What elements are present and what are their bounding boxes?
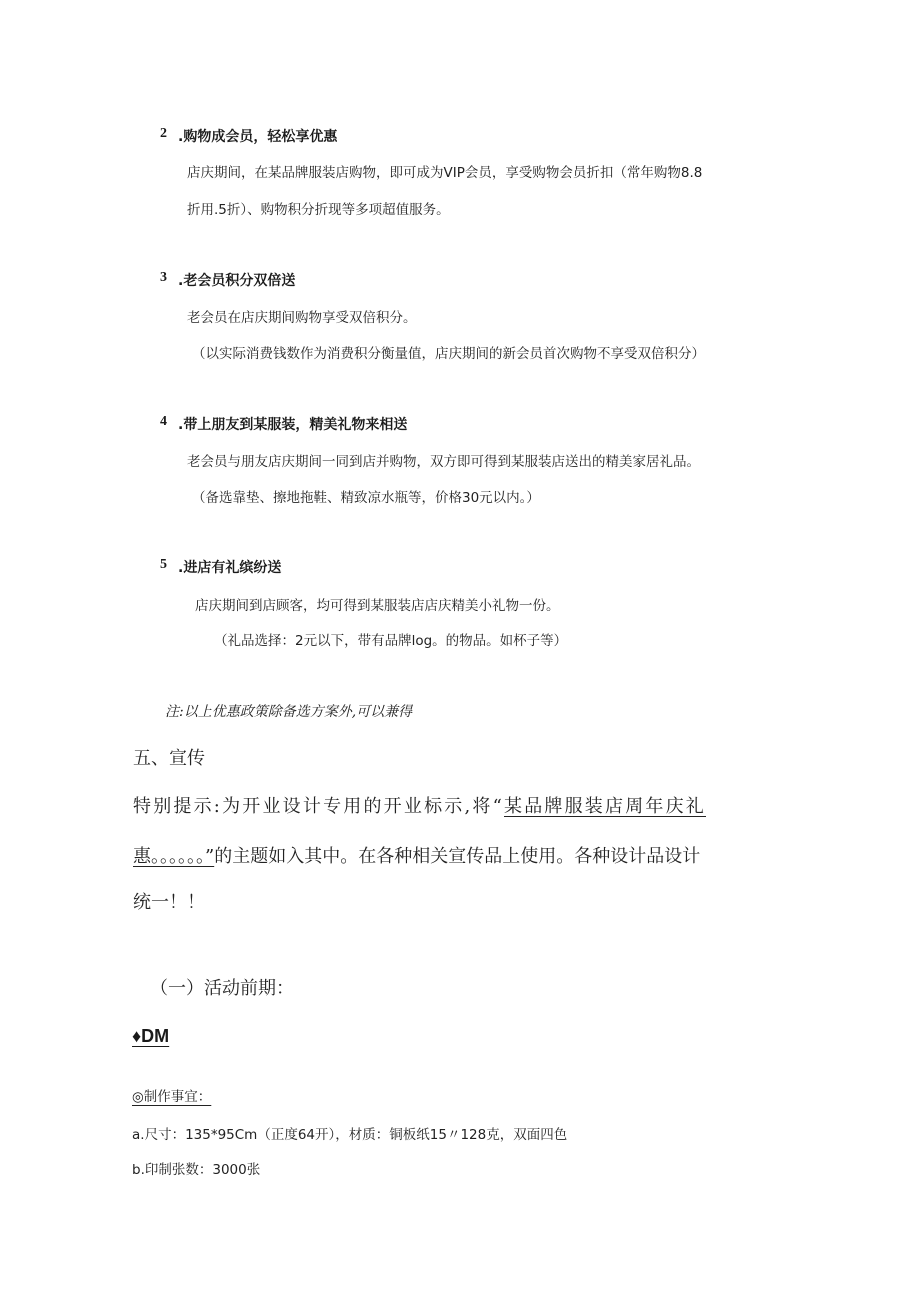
section-3-title: .老会员积分双倍送 [178,273,296,289]
section-5-title: .进店有礼缤纷送 [178,560,282,576]
section-4-line-1: 老会员与朋友店庆期间一同到店并购物，双方即可得到某服装店送出的精美家居礼品。 [187,454,700,470]
section-4-line-2: （备选靠垫、擦地拖鞋、精致凉水瓶等，价格30元以内。） [192,490,540,506]
policy-note: 注:以上优惠政策除备选方案外,可以兼得 [165,704,413,720]
production-item-a: a.尺寸：135*95Cm（正度64开），材质：铜板纸15〃128克，双面四色 [132,1127,568,1143]
tip-theme-part-1: 某品牌服装店周年庆礼 [504,796,706,817]
dm-heading: ♦DM [132,1026,170,1046]
section-3-line-1: 老会员在店庆期间购物享受双倍积分。 [187,310,417,326]
section-2-line-1: 店庆期间，在某品牌服装店购物，即可成为VIP会员，享受购物会员折扣（常年购物8.8 [187,165,703,181]
section-4-number: 4 [160,414,167,429]
tip-line-1 [133,792,706,818]
section-4-title: .带上朋友到某服装，精美礼物来相送 [178,417,408,433]
production-title: ◎制作事宜： [132,1089,212,1105]
section-2-line-2: 折用.5折）、购物积分折现等多项超值服务。 [187,202,450,218]
section-5-number: 5 [160,557,167,572]
heading-publicity: 五、宣传 [133,748,205,769]
section-2-number: 2 [160,126,167,141]
section-3-line-2: （以实际消费钱数作为消费积分衡量值，店庆期间的新会员首次购物不享受双倍积分） [192,346,705,362]
tip-prefix: 特别提示:为开业设计专用的开业标示,将“ [133,796,504,817]
tip-theme-part-2: 惠。。。。。。” [133,846,215,867]
tip-rest: 的主题如入其中。在各种相关宣传品上使用。各种设计品设计 [214,846,701,867]
tip-line-2 [133,842,700,868]
section-2-title: .购物成会员，轻松享优惠 [178,129,338,145]
section-5-line-2: （礼品选择：2元以下，带有品牌log。的物品。如杯子等） [214,633,568,649]
production-item-b: b.印制张数：3000张 [132,1162,261,1178]
tip-line-3: 统一！！ [133,892,205,913]
section-5-line-1: 店庆期间到店顾客，均可得到某服装店店庆精美小礼物一份。 [195,598,560,614]
phase-heading: （一）活动前期： [150,978,294,999]
section-3-number: 3 [160,270,167,285]
